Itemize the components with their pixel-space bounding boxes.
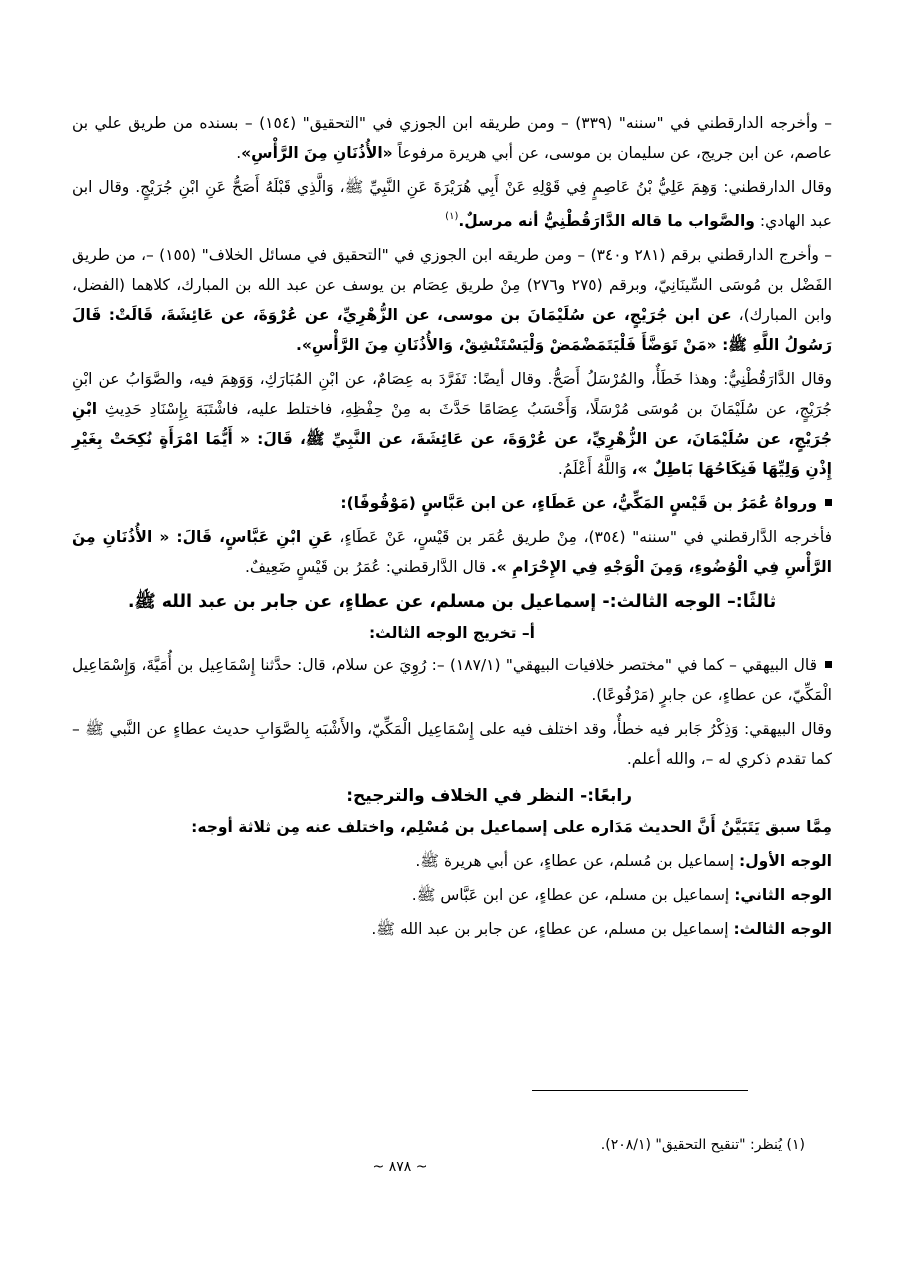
isnad-chain: عَنِ ابْنِ عَبَّاسٍ، قَالَ: « الأُذُنَانِ مِنَ الرَّأْسِ فِي الْوُضُوءِ، وَمِنَ الْوَجْهِ فِي الإِحْرَامِ ».	[72, 528, 832, 576]
section-heading-third: ثالثًا:– الوجه الثالث:- إسماعيل بن مسلم، عن عطاءٍ، عن جابر بن عبد الله ﷺ.	[127, 592, 777, 612]
isnad-chain: عن ابن جُرَيْجٍ، عن سُلَيْمَانَ بن موسى، عن الزُّهْرِيِّ، عن عُرْوَةَ، عن عَائِشَةَ، قَالَتْ: قَالَ رَسُولُ اللَّهِ ﷺ: «مَنْ تَوَضَّأَ فَلْيَتَمَضْمَضْ وَلْيَسْتَنْشِقْ، وَالأُذُنَانِ مِنَ الرَّأْسِ».	[72, 306, 832, 354]
paragraph-daraqutni-aisha	[72, 240, 832, 360]
paragraph-text: – وأخرجه الدارقطني في "سننه" (٣٣٩) – ومن طريقه ابن الجوزي في "التحقيق" (١٥٤) – بسنده من طريق علي بن عاصم، عن ابن جريج، عن سليمان بن موسى، عن أبي هريرة مرفوعاً	[72, 114, 833, 162]
list-item-label: الوجه الأول:	[739, 852, 832, 870]
closing-text: قال الدَّارقطني: عُمَرُ بن قَيْسٍ ضَعِيفٌ.	[244, 558, 486, 576]
subheading-takhrij: أ– تخريج الوجه الثالث:	[368, 624, 535, 642]
list-item-wajh-2	[72, 880, 832, 910]
list-item-wajh-1	[72, 846, 832, 876]
bullet-text: ورواهُ عُمَرُ بن قَيْسٍ المَكِّيُّ، عن عَطَاءٍ، عن ابن عَبَّاسٍ (مَوْقُوفًا):	[340, 494, 817, 512]
paragraph-ibn-abbas	[72, 522, 832, 582]
paragraph-daraqutni-abu-hurayra: – وأخرجه الدارقطني في "سننه" (٣٣٩) – ومن طريقه ابن الجوزي في "التحقيق" (١٥٤) – بسنده من طريق علي بن عاصم، عن ابن جريج، عن سليمان بن موسى، عن أبي هريرة مرفوعاً «الأُذُنَانِ مِنَ الرَّأْسِ».	[72, 114, 833, 162]
isnad-chain: ابْنِ جُرَيْجٍ، عن سُلَيْمَانَ، عن الزُّهْرِيِّ، عن عُرْوَةَ، عن عَائِشَةَ، عن النَّبِيِّ ﷺ، قَالَ: « أَيُّمَا امْرَأَةٍ نُكِحَتْ بِغَيْرِ إِذْنِ وَلِيِّهَا فَنِكَاحُهَا بَاطِلٌ »،	[72, 400, 832, 478]
paragraph-bayhaqi-comment: وقال البيهقي: وَذِكْرُ جَابر فيه خطأٌ، وقد اختلف فيه على إِسْمَاعِيل الْمَكِّيّ، والأَشْبَه بِالصَّوَابِ حديث عطاءٍ عن النَّبي ﷺ – كما تقدم ذكري له –، والله أعلم.	[72, 720, 832, 768]
bullet-square-icon	[825, 499, 832, 506]
footnote-marker[interactable]: (١)	[445, 211, 459, 222]
paragraph-text: قال البيهقي – كما في "مختصر خلافيات البيهقي" (١٨٧/١) –: رُوِيَ عن سلام، قال: حدَّثنا إِسْمَاعِيل بن أُمَيَّةَ، وَإِسْمَاعِيل الْمَكِّيّ، عن عطاءٍ، عن جابرٍ (مَرْفُوعًا).	[72, 656, 832, 704]
list-item-text: إسماعيل بن مسلم، عن عطاءٍ، عن ابن عَبَّاس ﷺ.	[411, 886, 730, 904]
bullet-umar-ibn-qays	[72, 488, 832, 518]
paragraph-text: وقال الدَّارَقُطْنِيُّ: وهذا خَطَأٌ، والمُرْسَلُ أَصَحُّ. وقال أيضًا: تَفَرَّدَ به عِصَامٌ، عن ابْنِ المُبَارَكِ، وَوَهِمَ فيه، والصَّوَابُ عن ابْنِ جُرَيْجٍ، عن سُلَيْمَانَ بن مُوسَى مُرْسَلًا، وَأَحْسَبُ عِصَامًا حَدَّثَ به مِنْ حِفْظِهِ، فاختلط عليه، فاشْتَبَهَ بِإِسْنَادِ حَدِيثِ	[72, 370, 832, 418]
footnote-divider	[532, 1090, 748, 1091]
list-item-wajh-3	[72, 914, 832, 944]
paragraph-daraqutni-error	[72, 364, 832, 484]
quote-text: والصَّواب ما قاله الدَّارَقُطْنِيُّ أنه مرسلٌ.	[458, 212, 755, 230]
page-number: ~ ٨٧٨ ~	[372, 1159, 428, 1175]
list-item-label: الوجه الثاني:	[734, 886, 832, 904]
footnote: (١) يُنظر: "تنقيح التحقيق" (٢٠٨/١).	[600, 1137, 805, 1153]
bullet-square-icon	[825, 661, 832, 668]
closing-text: وَاللَّهُ أَعْلَمُ.	[557, 460, 627, 478]
page-body	[72, 108, 832, 948]
list-item-text: إسماعيل بن مُسلم، عن عطاءٍ، عن أبي هريرة ﷺ.	[415, 852, 735, 870]
list-item-label: الوجه الثالث:	[733, 920, 832, 938]
paragraph-text: وقال الدارقطني: وَهِمَ عَلِيُّ بْنُ عَاصِمٍ فِي قَوْلِهِ عَنْ أَبِي هُرَيْرَةَ عَنِ النَّبِيِّ ﷺ، وَالَّذِي قَبْلَهُ أَصَحُّ عَنِ ابْنِ جُرَيْجٍ. وقال ابن عبد الهادي:	[72, 178, 832, 230]
paragraph-text: – وأخرج الدارقطني برقم (٢٨١ و٣٤٠) – ومن طريقه ابن الجوزي في "التحقيق في مسائل الخلاف" (١٥٥) –، من طريق الفَضْل بن مُوسَى السِّينَانِيّ، وبرقم (٢٧٥ و٢٧٦) مِنْ طريق عِصَام بن يوسف عن عبد الله بن المبارك، كلاهما (الفضل، وابن المبارك)،	[72, 246, 832, 324]
paragraph-text: فأخرجه الدَّارقطني في "سننه" (٣٥٤)، مِنْ طريق عُمَر بن قَيْسٍ، عَنْ عَطَاءٍ،	[339, 528, 832, 546]
section-heading-fourth: رابعًا:- النظر في الخلاف والترجيح:	[346, 786, 632, 806]
paragraph-daraqutni-comment	[72, 172, 832, 236]
list-item-text: إسماعيل بن مسلم، عن عطاءٍ، عن جابر بن عبد الله ﷺ.	[371, 920, 729, 938]
paragraph-summary: مِمَّا سبق يَتَبَيَّنُ أَنَّ الحديث مَدَاره على إسماعيل بن مُسْلِم، واختلف عنه مِن ثلاثة أوجه:	[191, 818, 832, 836]
hadith-text: «الأُذُنَانِ مِنَ الرَّأْسِ»	[241, 144, 393, 162]
paragraph-bayhaqi	[72, 650, 832, 710]
